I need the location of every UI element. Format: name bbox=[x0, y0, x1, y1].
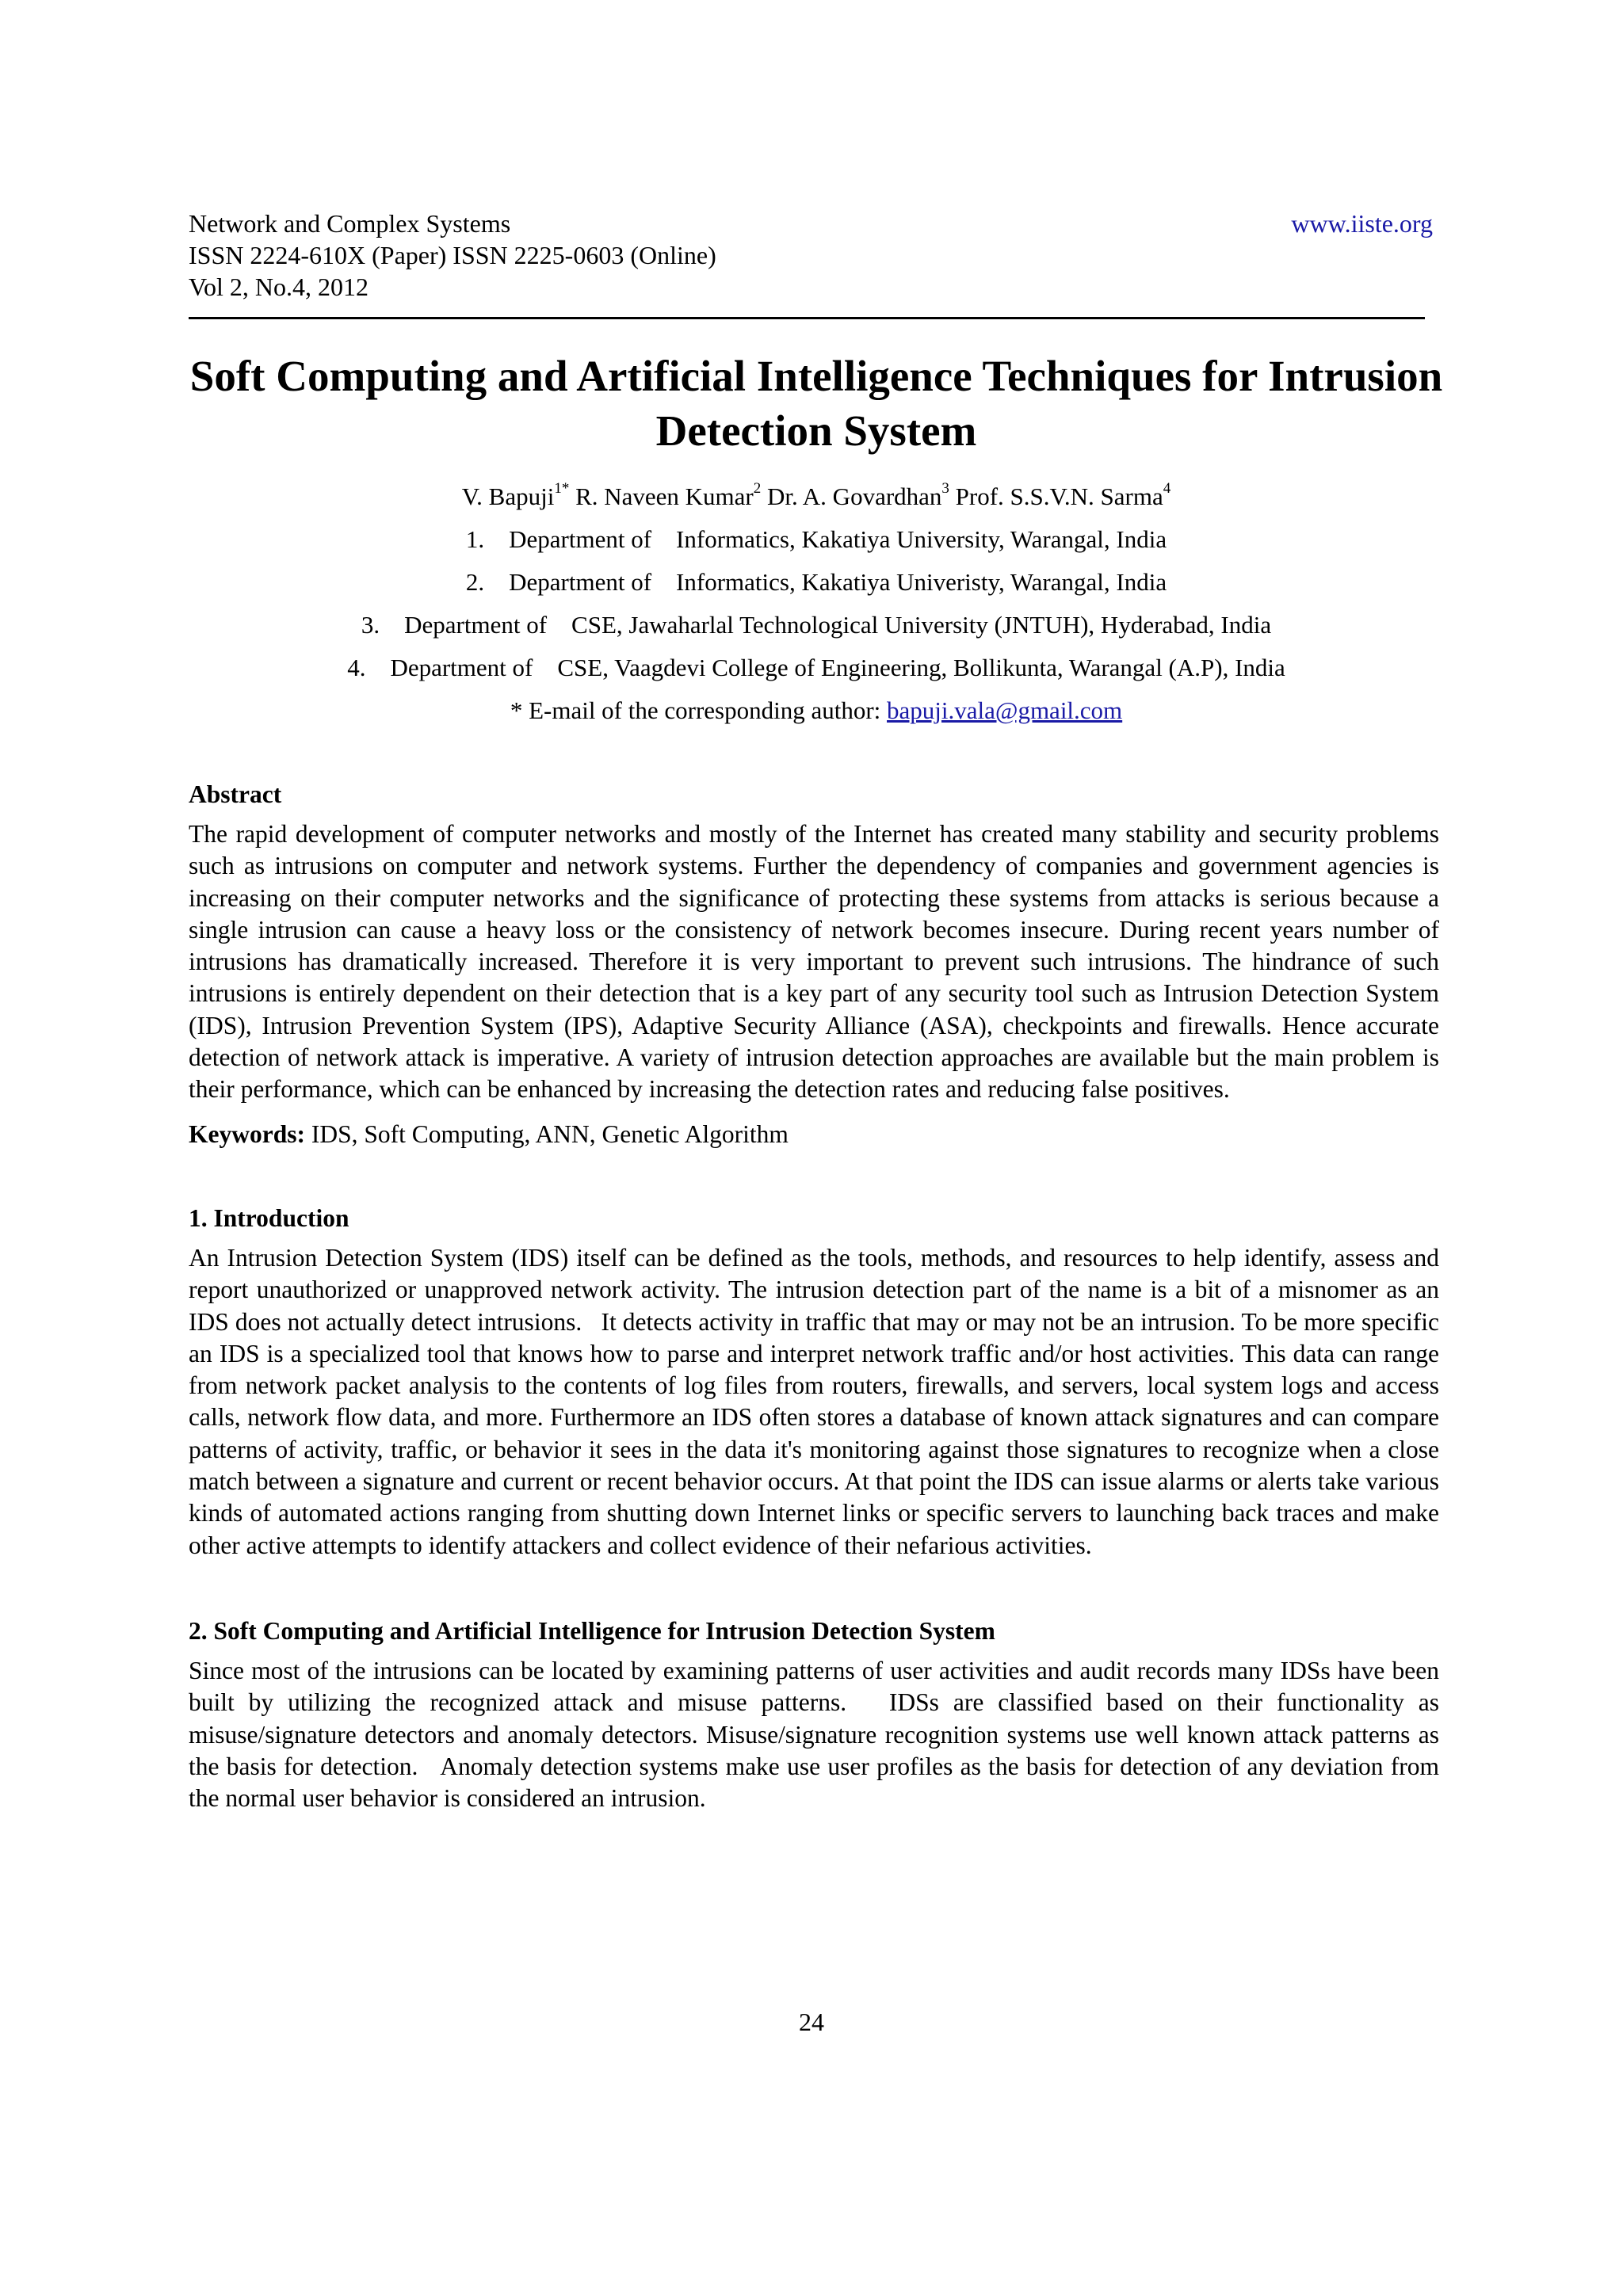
keywords-label: Keywords: bbox=[189, 1119, 305, 1148]
author-list bbox=[158, 475, 1474, 518]
section-text: An Intrusion Detection System (IDS) itself can be defined as the tools, methods, and resources to help identify, assess and report unauthorized or unapproved network activity. The intrusion detection part of the name is a bit of a misnomer as an IDS does not actually detect intrusions. It detects activity in traffic that may or may not be an intrusion. To be more specific an IDS is a specialized tool that knows how to parse and interpret network traffic and/or host activities. This data can range from network packet analysis to the contents of log files from routers, firewalls, and servers, local system logs and access calls, network flow data, and more. Furthermore an IDS often stores a database of known attack signatures and can compare patterns of activity, traffic, or behavior it sees in the data it's monitoring against those signatures to recognize when a close match between a signature and current or recent behavior occurs. At that point the IDS can issue alarms or alerts take various kinds of automated actions ranging from shutting down Internet links or specific servers to launching back traces and make other active attempts to identify attackers and collect evidence of their nefarious activities. bbox=[189, 1243, 1439, 1559]
section-soft-computing bbox=[189, 1615, 1439, 1814]
journal-issn: ISSN 2224-610X (Paper) ISSN 2225-0603 (Online) bbox=[189, 241, 716, 269]
author-affiliation-mark: 2 bbox=[753, 479, 762, 497]
author-affiliation-mark: 1* bbox=[554, 479, 570, 497]
keywords-text: IDS, Soft Computing, ANN, Genetic Algorithm bbox=[304, 1119, 789, 1148]
abstract-text: The rapid development of computer networks and mostly of the Internet has created many stability and security problems such as intrusions on computer and network systems. Further the dependency of companies and government agencies is increasing on their computer networks and the significance of protecting these systems from attacks is serious because a single intrusion can cause a heavy loss or the consistency of network becomes insecure. During recent years number of intrusions has dramatically increased. Therefore it is very important to prevent such intrusions. The hindrance of such intrusions is entirely dependent on their detection that is a key part of any security tool such as Intrusion Detection System (IDS), Intrusion Prevention System (IPS), Adaptive Security Alliance (ASA), checkpoints and firewalls. Hence accurate detection of network attack is imperative. A variety of intrusion detection approaches are available but the main problem is their performance, which can be enhanced by increasing the detection rates and reducing false positives. bbox=[189, 820, 1439, 1104]
paper-body bbox=[189, 779, 1439, 1814]
section-heading: 1. Introduction bbox=[189, 1203, 349, 1232]
authors-block bbox=[158, 475, 1474, 732]
title-line-2: Detection System bbox=[655, 406, 977, 455]
journal-url-link[interactable]: www.iiste.org bbox=[1291, 209, 1433, 238]
author-name: R. Naveen Kumar bbox=[575, 482, 754, 510]
abstract-section bbox=[189, 779, 1439, 1150]
keywords bbox=[189, 1119, 1439, 1150]
abstract-heading: Abstract bbox=[189, 780, 282, 808]
corresponding-author-email bbox=[158, 689, 1474, 732]
author-name: V. Bapuji bbox=[461, 482, 555, 510]
author-affiliation-mark: 4 bbox=[1163, 479, 1171, 497]
title-line-1: Soft Computing and Artificial Intelligence Techniques for Intrusion bbox=[189, 352, 1443, 400]
header-rule bbox=[189, 317, 1425, 319]
page-number: 24 bbox=[799, 2008, 824, 2036]
journal-header bbox=[189, 208, 1433, 303]
affiliation-3: 3. Department of CSE, Jawaharlal Technological University (JNTUH), Hyderabad, India bbox=[361, 611, 1272, 639]
author-name: Prof. S.S.V.N. Sarma bbox=[955, 482, 1163, 510]
section-introduction bbox=[189, 1203, 1439, 1562]
section-heading: 2. Soft Computing and Artificial Intelligence for Intrusion Detection System bbox=[189, 1616, 995, 1645]
section-text: Since most of the intrusions can be located by examining patterns of user activities and audit records many IDSs have been built by utilizing the recognized attack and misuse patterns. IDSs are classified based on their functionality as misuse/signature detectors and anomaly detectors. Misuse/signature recognition systems use well known attack patterns as the basis for detection. Anomaly detection systems make use user profiles as the basis for detection of any deviation from the normal user behavior is considered an intrusion. bbox=[189, 1656, 1439, 1813]
email-label: * E-mail of the corresponding author: bbox=[510, 696, 888, 724]
journal-name: Network and Complex Systems bbox=[189, 209, 511, 238]
author-name: Dr. A. Govardhan bbox=[767, 482, 942, 510]
affiliation-2: 2. Department of Informatics, Kakatiya Univeristy, Warangal, India bbox=[465, 568, 1167, 596]
affiliation-4: 4. Department of CSE, Vaagdevi College of Engineering, Bollikunta, Warangal (A.P), India bbox=[347, 654, 1285, 681]
journal-volume: Vol 2, No.4, 2012 bbox=[189, 273, 369, 301]
affiliation-1: 1. Department of Informatics, Kakatiya University, Warangal, India bbox=[465, 525, 1167, 553]
author-affiliation-mark: 3 bbox=[941, 479, 949, 497]
email-link[interactable]: bapuji.vala@gmail.com bbox=[887, 696, 1123, 724]
paper-title bbox=[158, 349, 1474, 458]
